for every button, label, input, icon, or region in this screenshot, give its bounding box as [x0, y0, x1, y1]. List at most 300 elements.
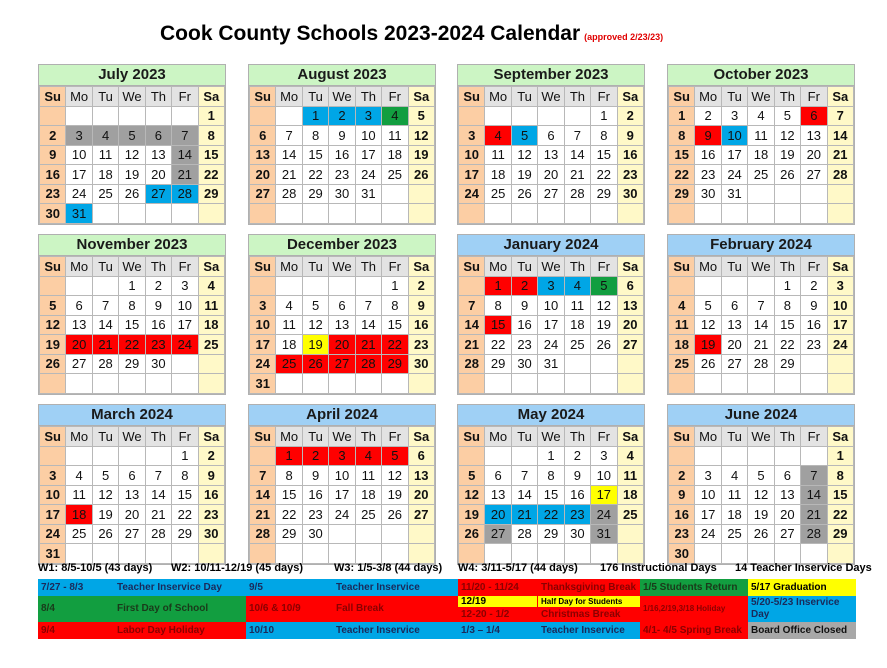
- empty-cell: [485, 446, 511, 466]
- day-cell: 10: [721, 126, 747, 146]
- day-cell: 2: [145, 276, 171, 296]
- day-header: We: [329, 87, 355, 107]
- day-cell: 16: [302, 485, 328, 505]
- day-cell: 2: [40, 126, 66, 146]
- day-header: Su: [669, 87, 695, 107]
- day-cell: 16: [564, 485, 590, 505]
- empty-cell: [382, 544, 408, 564]
- day-cell: 10: [355, 126, 381, 146]
- legend-label: Thanksgiving Break: [538, 579, 640, 596]
- day-cell: 29: [382, 354, 408, 374]
- day-header: Sa: [408, 427, 434, 447]
- empty-cell: [172, 374, 198, 394]
- empty-cell: [198, 204, 224, 224]
- day-cell: 3: [172, 276, 198, 296]
- day-cell: 5: [459, 466, 485, 486]
- day-header: Su: [459, 87, 485, 107]
- day-header: Th: [774, 257, 800, 277]
- day-header: Su: [250, 257, 276, 277]
- day-header: Th: [564, 257, 590, 277]
- legend-date: 12/19: [458, 596, 537, 607]
- day-cell: 17: [250, 335, 276, 355]
- day-cell: 21: [459, 335, 485, 355]
- day-cell: 20: [801, 145, 827, 165]
- day-cell: 7: [276, 126, 302, 146]
- empty-cell: [511, 106, 537, 126]
- empty-cell: [827, 204, 853, 224]
- day-cell: 27: [119, 524, 145, 544]
- day-cell: 30: [695, 184, 721, 204]
- day-cell: 9: [617, 126, 643, 146]
- day-cell: 5: [92, 466, 118, 486]
- legend-date: 1/3 – 1/4: [458, 622, 538, 639]
- month-title: January 2024: [458, 235, 644, 256]
- day-cell: 23: [669, 524, 695, 544]
- day-cell: 3: [40, 466, 66, 486]
- day-header: Mo: [276, 257, 302, 277]
- day-cell: 19: [408, 145, 434, 165]
- day-header: Tu: [721, 87, 747, 107]
- day-cell: 27: [250, 184, 276, 204]
- day-cell: 30: [408, 354, 434, 374]
- empty-cell: [92, 106, 118, 126]
- day-cell: 14: [145, 485, 171, 505]
- empty-cell: [40, 106, 66, 126]
- empty-cell: [827, 184, 853, 204]
- day-header: Mo: [276, 427, 302, 447]
- day-cell: 1: [538, 446, 564, 466]
- day-cell: 7: [748, 296, 774, 316]
- empty-cell: [695, 204, 721, 224]
- empty-cell: [617, 524, 643, 544]
- day-cell: 19: [774, 145, 800, 165]
- day-cell: 24: [538, 335, 564, 355]
- empty-cell: [329, 544, 355, 564]
- day-header: Fr: [382, 87, 408, 107]
- day-header: We: [748, 257, 774, 277]
- empty-cell: [748, 184, 774, 204]
- day-cell: 3: [591, 446, 617, 466]
- day-cell: 11: [92, 145, 118, 165]
- day-header: Mo: [66, 87, 92, 107]
- day-cell: 8: [382, 296, 408, 316]
- day-header: Sa: [617, 87, 643, 107]
- approved-note: (approved 2/23/23): [584, 32, 664, 42]
- day-cell: 31: [40, 544, 66, 564]
- day-cell: 7: [250, 466, 276, 486]
- day-cell: 16: [617, 145, 643, 165]
- day-header: Tu: [92, 87, 118, 107]
- empty-cell: [774, 374, 800, 394]
- day-cell: 11: [669, 315, 695, 335]
- day-cell: 6: [538, 126, 564, 146]
- empty-cell: [172, 106, 198, 126]
- day-cell: 11: [564, 296, 590, 316]
- empty-cell: [669, 446, 695, 466]
- month-title: July 2023: [39, 65, 225, 86]
- empty-cell: [695, 276, 721, 296]
- day-cell: 17: [355, 145, 381, 165]
- day-cell: 15: [591, 145, 617, 165]
- empty-cell: [748, 374, 774, 394]
- day-cell: 12: [511, 145, 537, 165]
- empty-cell: [355, 524, 381, 544]
- empty-cell: [145, 204, 171, 224]
- day-cell: 22: [485, 335, 511, 355]
- day-header: We: [538, 87, 564, 107]
- empty-cell: [774, 544, 800, 564]
- day-cell: 26: [695, 354, 721, 374]
- week-1: W1: 8/5-10/5 (43 days): [38, 562, 153, 574]
- day-cell: 8: [669, 126, 695, 146]
- day-cell: 10: [250, 315, 276, 335]
- day-cell: 2: [669, 466, 695, 486]
- day-cell: 16: [511, 315, 537, 335]
- day-cell: 14: [511, 485, 537, 505]
- empty-cell: [669, 276, 695, 296]
- day-cell: 13: [801, 126, 827, 146]
- day-cell: 21: [172, 165, 198, 185]
- day-cell: 10: [591, 466, 617, 486]
- month-grid: [39, 426, 225, 564]
- empty-cell: [40, 446, 66, 466]
- month-grid: [39, 256, 225, 394]
- day-cell: 26: [748, 524, 774, 544]
- day-header: Mo: [695, 87, 721, 107]
- empty-cell: [408, 184, 434, 204]
- day-cell: 22: [669, 165, 695, 185]
- month-title: March 2024: [39, 405, 225, 426]
- day-header: Sa: [617, 427, 643, 447]
- day-header: We: [329, 427, 355, 447]
- empty-cell: [748, 204, 774, 224]
- empty-cell: [669, 204, 695, 224]
- day-cell: 4: [564, 276, 590, 296]
- day-header: Fr: [801, 257, 827, 277]
- day-cell: 25: [355, 505, 381, 525]
- legend-label-group: [538, 596, 640, 622]
- day-cell: 9: [40, 145, 66, 165]
- day-cell: 21: [276, 165, 302, 185]
- day-cell: 15: [276, 485, 302, 505]
- day-cell: 17: [538, 315, 564, 335]
- day-cell: 26: [408, 165, 434, 185]
- day-header: Mo: [695, 427, 721, 447]
- day-cell: 19: [302, 335, 328, 355]
- day-cell: 5: [695, 296, 721, 316]
- day-header: Tu: [511, 257, 537, 277]
- day-cell: 25: [198, 335, 224, 355]
- day-cell: 4: [276, 296, 302, 316]
- day-cell: 20: [119, 505, 145, 525]
- empty-cell: [459, 106, 485, 126]
- empty-cell: [485, 204, 511, 224]
- day-header: Fr: [801, 87, 827, 107]
- day-cell: 6: [801, 106, 827, 126]
- week-3: W3: 1/5-3/8 (44 days): [334, 562, 443, 574]
- empty-cell: [695, 544, 721, 564]
- day-cell: 11: [382, 126, 408, 146]
- day-cell: 25: [276, 354, 302, 374]
- day-header: We: [748, 87, 774, 107]
- week-2: W2: 10/11-12/19 (45 days): [171, 562, 304, 574]
- day-header: Tu: [302, 87, 328, 107]
- empty-cell: [721, 374, 747, 394]
- day-cell: 13: [66, 315, 92, 335]
- month-title: May 2024: [458, 405, 644, 426]
- legend-date: 10/10: [246, 622, 333, 639]
- day-cell: 11: [485, 145, 511, 165]
- empty-cell: [276, 276, 302, 296]
- day-cell: 22: [538, 505, 564, 525]
- day-cell: 25: [382, 165, 408, 185]
- empty-cell: [355, 544, 381, 564]
- empty-cell: [250, 276, 276, 296]
- day-cell: 4: [485, 126, 511, 146]
- day-cell: 4: [669, 296, 695, 316]
- day-cell: 10: [40, 485, 66, 505]
- day-cell: 14: [92, 315, 118, 335]
- inservice-days: 14 Teacher Inservice Days: [735, 562, 872, 574]
- empty-cell: [459, 204, 485, 224]
- day-cell: 16: [329, 145, 355, 165]
- empty-cell: [145, 544, 171, 564]
- legend-date-group: [458, 596, 538, 622]
- empty-cell: [302, 544, 328, 564]
- day-cell: 9: [302, 466, 328, 486]
- day-cell: 1: [827, 446, 853, 466]
- day-cell: 3: [329, 446, 355, 466]
- day-cell: 18: [198, 315, 224, 335]
- day-cell: 19: [591, 315, 617, 335]
- empty-cell: [276, 544, 302, 564]
- day-cell: 25: [721, 524, 747, 544]
- day-cell: 18: [355, 485, 381, 505]
- day-cell: 28: [276, 184, 302, 204]
- day-cell: 2: [511, 276, 537, 296]
- day-cell: 26: [40, 354, 66, 374]
- day-cell: 1: [591, 106, 617, 126]
- day-cell: 27: [538, 184, 564, 204]
- day-header: Tu: [721, 257, 747, 277]
- day-cell: 14: [250, 485, 276, 505]
- day-cell: 1: [382, 276, 408, 296]
- empty-cell: [564, 544, 590, 564]
- day-cell: 29: [591, 184, 617, 204]
- empty-cell: [172, 204, 198, 224]
- day-cell: 9: [511, 296, 537, 316]
- day-cell: 18: [276, 335, 302, 355]
- day-cell: 23: [695, 165, 721, 185]
- day-cell: 19: [382, 485, 408, 505]
- day-cell: 1: [774, 276, 800, 296]
- day-cell: 24: [40, 524, 66, 544]
- month-grid: [668, 86, 854, 224]
- day-header: Th: [145, 257, 171, 277]
- empty-cell: [119, 544, 145, 564]
- day-cell: 9: [669, 485, 695, 505]
- day-cell: 13: [617, 296, 643, 316]
- day-cell: 2: [329, 106, 355, 126]
- empty-cell: [329, 276, 355, 296]
- day-cell: 3: [250, 296, 276, 316]
- empty-cell: [538, 544, 564, 564]
- day-cell: 10: [538, 296, 564, 316]
- day-cell: 12: [408, 126, 434, 146]
- day-cell: 31: [250, 374, 276, 394]
- day-cell: 14: [748, 315, 774, 335]
- empty-cell: [564, 106, 590, 126]
- day-cell: 2: [695, 106, 721, 126]
- empty-cell: [459, 544, 485, 564]
- day-cell: 18: [564, 315, 590, 335]
- day-cell: 22: [382, 335, 408, 355]
- day-cell: 6: [250, 126, 276, 146]
- day-cell: 7: [827, 106, 853, 126]
- day-cell: 13: [485, 485, 511, 505]
- legend-date: 11/20 - 11/24: [458, 579, 538, 596]
- day-cell: 29: [172, 524, 198, 544]
- empty-cell: [382, 204, 408, 224]
- day-cell: 26: [302, 354, 328, 374]
- empty-cell: [355, 204, 381, 224]
- day-header: Tu: [721, 427, 747, 447]
- month-title: September 2023: [458, 65, 644, 86]
- empty-cell: [801, 446, 827, 466]
- day-cell: 14: [459, 315, 485, 335]
- empty-cell: [408, 374, 434, 394]
- day-cell: 3: [355, 106, 381, 126]
- day-cell: 17: [329, 485, 355, 505]
- day-header: Fr: [591, 87, 617, 107]
- day-cell: 4: [92, 126, 118, 146]
- day-cell: 2: [801, 276, 827, 296]
- day-cell: 16: [801, 315, 827, 335]
- day-cell: 10: [827, 296, 853, 316]
- legend-date: 9/4: [38, 622, 114, 639]
- legend-item: Board Office Closed: [748, 622, 856, 639]
- day-cell: 9: [329, 126, 355, 146]
- day-cell: 15: [198, 145, 224, 165]
- day-cell: 7: [511, 466, 537, 486]
- day-cell: 2: [408, 276, 434, 296]
- empty-cell: [198, 374, 224, 394]
- empty-cell: [538, 204, 564, 224]
- title-text: Cook County Schools 2023-2024 Calendar: [160, 22, 581, 45]
- day-cell: 19: [92, 505, 118, 525]
- day-cell: 26: [119, 184, 145, 204]
- empty-cell: [591, 204, 617, 224]
- day-cell: 19: [119, 165, 145, 185]
- day-cell: 15: [774, 315, 800, 335]
- day-header: Th: [355, 427, 381, 447]
- day-cell: 21: [564, 165, 590, 185]
- week-4: W4: 3/11-5/17 (44 days): [458, 562, 578, 574]
- day-cell: 15: [669, 145, 695, 165]
- month-title: October 2023: [668, 65, 854, 86]
- day-cell: 17: [66, 165, 92, 185]
- day-cell: 21: [801, 505, 827, 525]
- day-cell: 24: [329, 505, 355, 525]
- empty-cell: [172, 354, 198, 374]
- empty-cell: [92, 374, 118, 394]
- day-cell: 23: [801, 335, 827, 355]
- empty-cell: [748, 276, 774, 296]
- day-cell: 14: [355, 315, 381, 335]
- day-cell: 22: [591, 165, 617, 185]
- day-cell: 9: [564, 466, 590, 486]
- day-cell: 8: [302, 126, 328, 146]
- day-cell: 28: [748, 354, 774, 374]
- day-cell: 4: [355, 446, 381, 466]
- day-cell: 27: [145, 184, 171, 204]
- day-cell: 6: [66, 296, 92, 316]
- day-cell: 2: [617, 106, 643, 126]
- empty-cell: [801, 544, 827, 564]
- day-cell: 11: [355, 466, 381, 486]
- month-title: December 2023: [249, 235, 435, 256]
- empty-cell: [355, 276, 381, 296]
- day-header: Su: [40, 87, 66, 107]
- day-cell: 20: [538, 165, 564, 185]
- day-cell: 31: [66, 204, 92, 224]
- day-cell: 28: [355, 354, 381, 374]
- day-header: Th: [774, 427, 800, 447]
- day-header: Su: [669, 257, 695, 277]
- day-cell: 30: [511, 354, 537, 374]
- empty-cell: [748, 446, 774, 466]
- day-cell: 1: [485, 276, 511, 296]
- legend-label: Labor Day Holiday: [114, 622, 246, 639]
- day-cell: 5: [774, 106, 800, 126]
- legend-item: 5/20-5/23 Inservice Day: [748, 596, 856, 622]
- day-cell: 20: [617, 315, 643, 335]
- day-cell: 22: [302, 165, 328, 185]
- day-header: Sa: [827, 427, 853, 447]
- day-cell: 6: [329, 296, 355, 316]
- empty-cell: [511, 374, 537, 394]
- day-cell: 22: [276, 505, 302, 525]
- day-cell: 15: [119, 315, 145, 335]
- day-header: Sa: [827, 87, 853, 107]
- day-cell: 7: [564, 126, 590, 146]
- day-cell: 21: [145, 505, 171, 525]
- day-header: We: [538, 257, 564, 277]
- day-cell: 5: [382, 446, 408, 466]
- day-header: Mo: [695, 257, 721, 277]
- empty-cell: [250, 106, 276, 126]
- day-header: We: [538, 427, 564, 447]
- month-december-2023: [248, 234, 436, 395]
- day-cell: 10: [459, 145, 485, 165]
- day-cell: 30: [198, 524, 224, 544]
- empty-cell: [748, 544, 774, 564]
- day-header: Sa: [827, 257, 853, 277]
- legend-label: Teacher Inservice: [333, 622, 458, 639]
- empty-cell: [801, 354, 827, 374]
- day-cell: 15: [538, 485, 564, 505]
- day-cell: 19: [748, 505, 774, 525]
- page-title: [160, 22, 663, 46]
- day-cell: 25: [66, 524, 92, 544]
- empty-cell: [250, 204, 276, 224]
- day-cell: 1: [276, 446, 302, 466]
- day-cell: 16: [198, 485, 224, 505]
- empty-cell: [721, 446, 747, 466]
- day-cell: 12: [302, 315, 328, 335]
- day-cell: 28: [801, 524, 827, 544]
- day-cell: 8: [538, 466, 564, 486]
